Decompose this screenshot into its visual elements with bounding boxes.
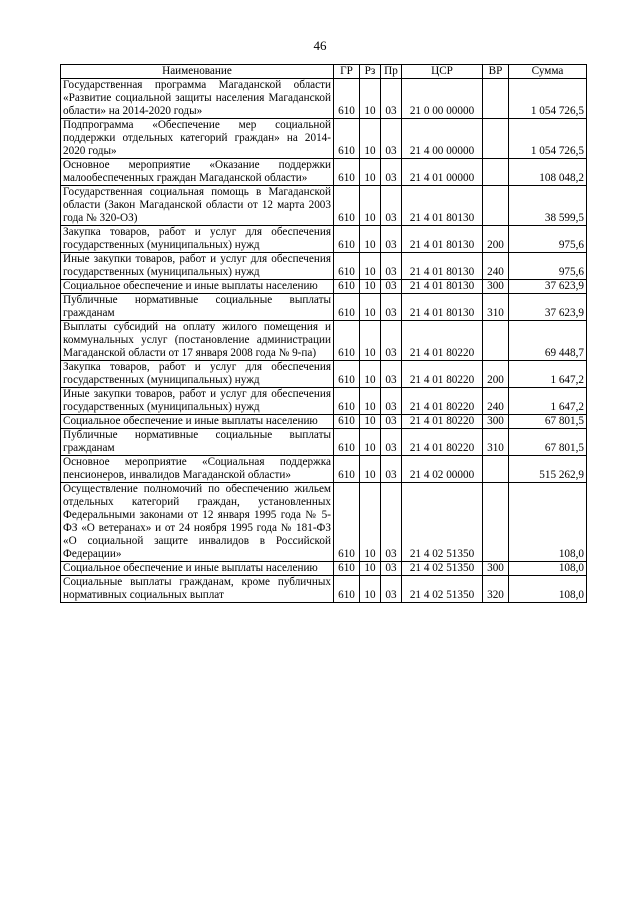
cell-pr: 03 [381, 294, 402, 321]
cell-name: Социальное обеспечение и иные выплаты населению [61, 562, 334, 576]
cell-gr: 610 [334, 562, 360, 576]
cell-vr [483, 119, 509, 159]
cell-csr: 21 4 01 80220 [402, 361, 483, 388]
cell-sum: 515 262,9 [509, 456, 587, 483]
cell-sum: 38 599,5 [509, 186, 587, 226]
cell-pr: 03 [381, 576, 402, 603]
cell-csr: 21 4 01 80130 [402, 294, 483, 321]
header-sum: Сумма [509, 65, 587, 79]
cell-rz: 10 [360, 79, 381, 119]
cell-csr: 21 4 01 80130 [402, 226, 483, 253]
cell-vr: 240 [483, 253, 509, 280]
header-gr: ГР [334, 65, 360, 79]
cell-name: Основное мероприятие «Оказание поддержки малообеспеченных граждан Магаданской области» [61, 159, 334, 186]
table-row [61, 415, 587, 429]
cell-vr: 320 [483, 576, 509, 603]
cell-vr [483, 79, 509, 119]
table-row [61, 159, 587, 186]
cell-gr: 610 [334, 119, 360, 159]
cell-sum: 67 801,5 [509, 429, 587, 456]
table-row [61, 253, 587, 280]
cell-pr: 03 [381, 321, 402, 361]
cell-name: Закупка товаров, работ и услуг для обеспечения государственных (муниципальных) нужд [61, 361, 334, 388]
cell-pr: 03 [381, 280, 402, 294]
cell-vr [483, 483, 509, 562]
cell-sum: 67 801,5 [509, 415, 587, 429]
cell-sum: 975,6 [509, 253, 587, 280]
cell-name: Публичные нормативные социальные выплаты гражданам [61, 294, 334, 321]
cell-vr: 310 [483, 294, 509, 321]
table-row [61, 119, 587, 159]
cell-rz: 10 [360, 159, 381, 186]
cell-name: Иные закупки товаров, работ и услуг для обеспечения государственных (муниципальных) нужд [61, 388, 334, 415]
cell-rz: 10 [360, 119, 381, 159]
cell-rz: 10 [360, 483, 381, 562]
cell-name: Осуществление полномочий по обеспечению жильем отдельных категорий граждан, установленных Федеральными законами от 12 января 1995 года № 5-ФЗ «О ветеранах» и от 24 ноября 1995 года № 181-ФЗ «О социальной защите инвалидов в Российской Федерации» [61, 483, 334, 562]
budget-table [60, 64, 587, 603]
cell-vr [483, 456, 509, 483]
cell-gr: 610 [334, 361, 360, 388]
cell-gr: 610 [334, 576, 360, 603]
cell-gr: 610 [334, 226, 360, 253]
cell-sum: 69 448,7 [509, 321, 587, 361]
cell-pr: 03 [381, 456, 402, 483]
cell-csr: 21 4 02 00000 [402, 456, 483, 483]
cell-rz: 10 [360, 562, 381, 576]
table-row [61, 79, 587, 119]
table-row [61, 226, 587, 253]
cell-sum: 1 054 726,5 [509, 119, 587, 159]
cell-name: Социальное обеспечение и иные выплаты населению [61, 280, 334, 294]
cell-vr: 200 [483, 361, 509, 388]
cell-vr: 300 [483, 562, 509, 576]
table-header-row [61, 65, 587, 79]
table-row [61, 186, 587, 226]
cell-gr: 610 [334, 415, 360, 429]
cell-csr: 21 4 01 80130 [402, 253, 483, 280]
table-row [61, 429, 587, 456]
cell-pr: 03 [381, 253, 402, 280]
cell-name: Публичные нормативные социальные выплаты гражданам [61, 429, 334, 456]
cell-gr: 610 [334, 456, 360, 483]
cell-name: Государственная социальная помощь в Магаданской области (Закон Магаданской области от 12 марта 2003 года № 320-ОЗ) [61, 186, 334, 226]
header-pr: Пр [381, 65, 402, 79]
cell-rz: 10 [360, 415, 381, 429]
cell-sum: 37 623,9 [509, 294, 587, 321]
cell-vr: 300 [483, 280, 509, 294]
cell-pr: 03 [381, 226, 402, 253]
cell-name: Выплаты субсидий на оплату жилого помещения и коммунальных услуг (постановление администрации Магаданской области от 17 января 2008 года № 9-па) [61, 321, 334, 361]
cell-pr: 03 [381, 388, 402, 415]
cell-csr: 21 4 01 80220 [402, 321, 483, 361]
cell-csr: 21 4 01 80130 [402, 186, 483, 226]
cell-rz: 10 [360, 294, 381, 321]
cell-name: Социальные выплаты гражданам, кроме публичных нормативных социальных выплат [61, 576, 334, 603]
cell-vr [483, 321, 509, 361]
cell-name: Государственная программа Магаданской области «Развитие социальной защиты населения Магаданской области» на 2014-2020 годы» [61, 79, 334, 119]
page-number: 46 [313, 38, 327, 53]
cell-gr: 610 [334, 483, 360, 562]
table-row [61, 388, 587, 415]
cell-csr: 21 4 01 80220 [402, 415, 483, 429]
cell-sum: 975,6 [509, 226, 587, 253]
cell-pr: 03 [381, 562, 402, 576]
cell-vr [483, 159, 509, 186]
cell-pr: 03 [381, 415, 402, 429]
cell-name: Закупка товаров, работ и услуг для обеспечения государственных (муниципальных) нужд [61, 226, 334, 253]
cell-rz: 10 [360, 429, 381, 456]
cell-name: Социальное обеспечение и иные выплаты населению [61, 415, 334, 429]
cell-sum: 108,0 [509, 562, 587, 576]
cell-csr: 21 4 02 51350 [402, 483, 483, 562]
cell-vr: 200 [483, 226, 509, 253]
cell-pr: 03 [381, 119, 402, 159]
cell-csr: 21 4 01 80130 [402, 280, 483, 294]
cell-rz: 10 [360, 576, 381, 603]
cell-vr: 310 [483, 429, 509, 456]
cell-rz: 10 [360, 280, 381, 294]
cell-rz: 10 [360, 361, 381, 388]
table-row [61, 321, 587, 361]
table-row [61, 483, 587, 562]
table-row [61, 280, 587, 294]
cell-gr: 610 [334, 280, 360, 294]
table-row [61, 294, 587, 321]
cell-sum: 108,0 [509, 483, 587, 562]
cell-gr: 610 [334, 321, 360, 361]
cell-rz: 10 [360, 388, 381, 415]
cell-csr: 21 4 01 80220 [402, 388, 483, 415]
cell-rz: 10 [360, 321, 381, 361]
cell-pr: 03 [381, 79, 402, 119]
cell-gr: 610 [334, 186, 360, 226]
cell-gr: 610 [334, 294, 360, 321]
cell-name: Подпрограмма «Обеспечение мер социальной поддержки отдельных категорий граждан» на 2014-2020 годы» [61, 119, 334, 159]
cell-pr: 03 [381, 429, 402, 456]
cell-sum: 108 048,2 [509, 159, 587, 186]
cell-rz: 10 [360, 226, 381, 253]
cell-csr: 21 0 00 00000 [402, 79, 483, 119]
cell-pr: 03 [381, 361, 402, 388]
cell-pr: 03 [381, 186, 402, 226]
cell-name: Основное мероприятие «Социальная поддержка пенсионеров, инвалидов Магаданской области» [61, 456, 334, 483]
cell-vr [483, 186, 509, 226]
cell-sum: 1 647,2 [509, 388, 587, 415]
cell-sum: 1 054 726,5 [509, 79, 587, 119]
table-row [61, 576, 587, 603]
table-row [61, 361, 587, 388]
cell-name: Иные закупки товаров, работ и услуг для обеспечения государственных (муниципальных) нужд [61, 253, 334, 280]
cell-csr: 21 4 00 00000 [402, 119, 483, 159]
cell-vr: 240 [483, 388, 509, 415]
cell-rz: 10 [360, 253, 381, 280]
cell-csr: 21 4 01 00000 [402, 159, 483, 186]
cell-csr: 21 4 02 51350 [402, 576, 483, 603]
header-name: Наименование [61, 65, 334, 79]
header-csr: ЦСР [402, 65, 483, 79]
cell-gr: 610 [334, 388, 360, 415]
cell-gr: 610 [334, 253, 360, 280]
cell-pr: 03 [381, 159, 402, 186]
cell-pr: 03 [381, 483, 402, 562]
cell-vr: 300 [483, 415, 509, 429]
cell-gr: 610 [334, 429, 360, 456]
cell-sum: 37 623,9 [509, 280, 587, 294]
cell-gr: 610 [334, 159, 360, 186]
cell-sum: 1 647,2 [509, 361, 587, 388]
header-rz: Рз [360, 65, 381, 79]
cell-rz: 10 [360, 186, 381, 226]
cell-gr: 610 [334, 79, 360, 119]
table-row [61, 562, 587, 576]
table-row [61, 456, 587, 483]
cell-csr: 21 4 02 51350 [402, 562, 483, 576]
cell-rz: 10 [360, 456, 381, 483]
cell-csr: 21 4 01 80220 [402, 429, 483, 456]
cell-sum: 108,0 [509, 576, 587, 603]
header-vr: ВР [483, 65, 509, 79]
